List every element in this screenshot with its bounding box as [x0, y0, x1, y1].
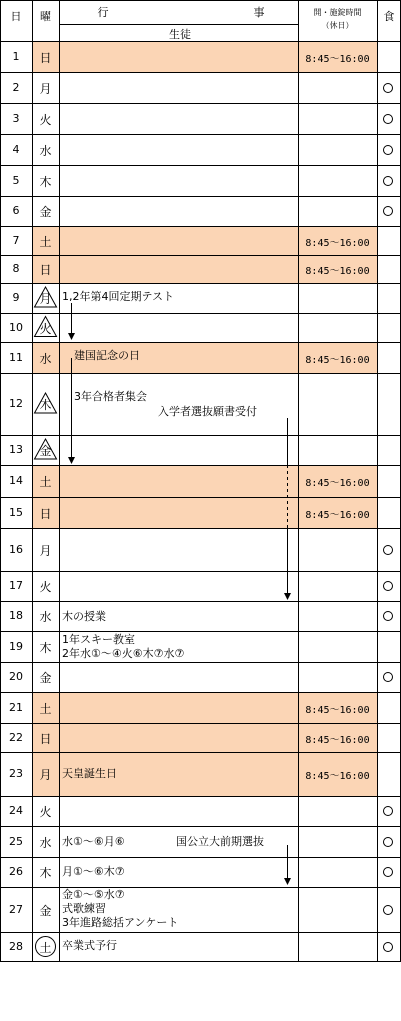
- event-d19a: 1年スキー教室: [62, 633, 135, 646]
- day-number: 14: [9, 474, 23, 487]
- open-hours: 8:45～16:00: [305, 704, 370, 716]
- weekday-label: 木: [39, 640, 52, 655]
- arrow-head-icon: [284, 593, 291, 600]
- day-number: 16: [9, 542, 23, 556]
- day-number: 26: [9, 865, 23, 878]
- weekday-label: 水: [39, 143, 52, 158]
- event-d12a: 3年合格者集会: [74, 390, 147, 403]
- day-number: 5: [12, 173, 20, 187]
- event-d23: 天皇誕生日: [62, 767, 117, 780]
- day-number: 12: [9, 397, 23, 410]
- weekday-label: 月: [39, 768, 52, 782]
- meal-circle-icon: [383, 837, 393, 847]
- weekday-label: 火: [39, 805, 52, 819]
- day-number: 11: [9, 350, 23, 364]
- header-hours-line2: （休日）: [321, 21, 354, 30]
- weekday-label: 金: [39, 205, 52, 219]
- open-hours: 8:45～16:00: [305, 237, 370, 249]
- event-d28: 卒業式予行: [62, 939, 117, 952]
- day-number: 28: [9, 939, 23, 953]
- arrow-head-icon: [284, 878, 291, 885]
- day-number: 17: [9, 579, 23, 592]
- day-number: 10: [9, 320, 23, 334]
- header-day: 日: [10, 10, 22, 23]
- weekday-label: 水: [39, 835, 52, 850]
- highlight-cell: [59, 255, 298, 283]
- meal-circle-icon: [383, 611, 393, 621]
- event-d18: 木の授業: [62, 610, 106, 623]
- meal-circle-icon: [383, 806, 393, 816]
- arrow-head-icon: [68, 333, 75, 340]
- event-d12b: 入学者選抜願書受付: [158, 405, 257, 418]
- weekday-label: 月: [39, 543, 52, 558]
- meal-circle-icon: [383, 114, 393, 124]
- open-hours: 8:45～16:00: [305, 354, 370, 366]
- open-hours: 8:45～16:00: [305, 771, 370, 782]
- meal-circle-icon: [383, 145, 393, 155]
- day-number: 19: [9, 639, 23, 653]
- day-number: 25: [9, 834, 23, 848]
- highlight-cell: [59, 41, 298, 72]
- day-number: 3: [12, 111, 20, 125]
- weekday-label: 日: [39, 731, 52, 746]
- arrow-head-icon: [68, 457, 75, 464]
- open-hours: 8:45～16:00: [305, 53, 370, 65]
- weekday-label: 土: [39, 234, 52, 249]
- day-number: 8: [12, 262, 20, 275]
- weekday-label: 金: [39, 444, 52, 458]
- weekday-label: 火: [39, 321, 52, 336]
- weekday-label: 日: [39, 50, 52, 65]
- highlight-cell: [59, 497, 298, 528]
- day-number: 22: [9, 730, 23, 744]
- weekday-label: 木: [39, 174, 52, 189]
- day-number: 24: [9, 804, 23, 817]
- meal-circle-icon: [383, 206, 393, 216]
- day-number: 2: [12, 80, 20, 94]
- day-number: 13: [9, 443, 23, 456]
- day-number: 4: [12, 142, 20, 156]
- weekday-label: 火: [39, 580, 52, 594]
- weekday-label: 日: [39, 506, 52, 521]
- event-d25b: 国公立大前期選抜: [176, 835, 264, 848]
- header-hours-line1: 開・施錠時間: [313, 8, 362, 17]
- open-hours: 8:45～16:00: [305, 478, 370, 489]
- weekday-label: 木: [39, 866, 52, 880]
- open-hours: 8:45～16:00: [305, 734, 370, 746]
- highlight-cell: [59, 723, 298, 752]
- day-number: 21: [9, 700, 23, 714]
- weekday-label: 火: [39, 112, 52, 127]
- weekday-label: 土: [39, 701, 52, 716]
- event-d27b: 式歌練習: [62, 902, 106, 915]
- meal-circle-icon: [383, 545, 393, 555]
- event-d27c: 3年進路総括アンケート: [62, 916, 179, 929]
- weekday-label: 日: [39, 263, 52, 277]
- day-number: 6: [12, 204, 20, 217]
- meal-circle-icon: [383, 942, 393, 952]
- weekday-label: 金: [39, 903, 52, 918]
- day-number: 7: [12, 233, 20, 247]
- weekday-label: 月: [39, 81, 52, 96]
- meal-circle-icon: [383, 581, 393, 591]
- event-d25a: 水①～⑥月⑥: [62, 835, 125, 848]
- weekday-label: 月: [39, 292, 52, 306]
- header-student: 生徒: [169, 28, 191, 41]
- highlight-cell: [59, 465, 298, 497]
- day-number: 1: [12, 49, 20, 63]
- weekday-label: 金: [39, 671, 52, 685]
- day-number: 20: [9, 670, 23, 683]
- day-number: 23: [9, 767, 23, 780]
- day-number: 9: [12, 291, 20, 304]
- weekday-label: 木: [39, 398, 52, 412]
- meal-circle-icon: [383, 672, 393, 682]
- meal-circle-icon: [383, 867, 393, 877]
- event-d27a: 金①～⑤水⑦: [62, 888, 125, 901]
- header-event-left: 行: [97, 6, 109, 19]
- weekday-label: 水: [39, 610, 52, 624]
- day-number: 18: [9, 609, 23, 622]
- event-d11: 建国記念の日: [74, 349, 140, 362]
- meal-circle-icon: [383, 176, 393, 186]
- meal-circle-icon: [383, 83, 393, 93]
- open-hours: 8:45～16:00: [305, 266, 370, 277]
- header-weekday: 曜: [40, 10, 51, 23]
- weekday-label: 水: [39, 351, 52, 366]
- meal-circle-icon: [383, 905, 393, 915]
- highlight-cell: [59, 692, 298, 723]
- highlight-cell: [59, 226, 298, 255]
- header-event-right: 事: [253, 6, 265, 19]
- weekday-label: 土: [39, 940, 52, 955]
- header-meal: 食: [383, 10, 395, 23]
- weekday-label: 土: [39, 475, 52, 489]
- event-d26: 月①～⑥木⑦: [62, 865, 125, 878]
- open-hours: 8:45～16:00: [305, 509, 370, 521]
- event-d9: 1,2年第4回定期テスト: [62, 290, 175, 303]
- day-number: 15: [9, 505, 23, 519]
- event-d19b: 2年水①～④火⑥木⑦水⑦: [62, 647, 185, 660]
- day-number: 27: [9, 902, 23, 916]
